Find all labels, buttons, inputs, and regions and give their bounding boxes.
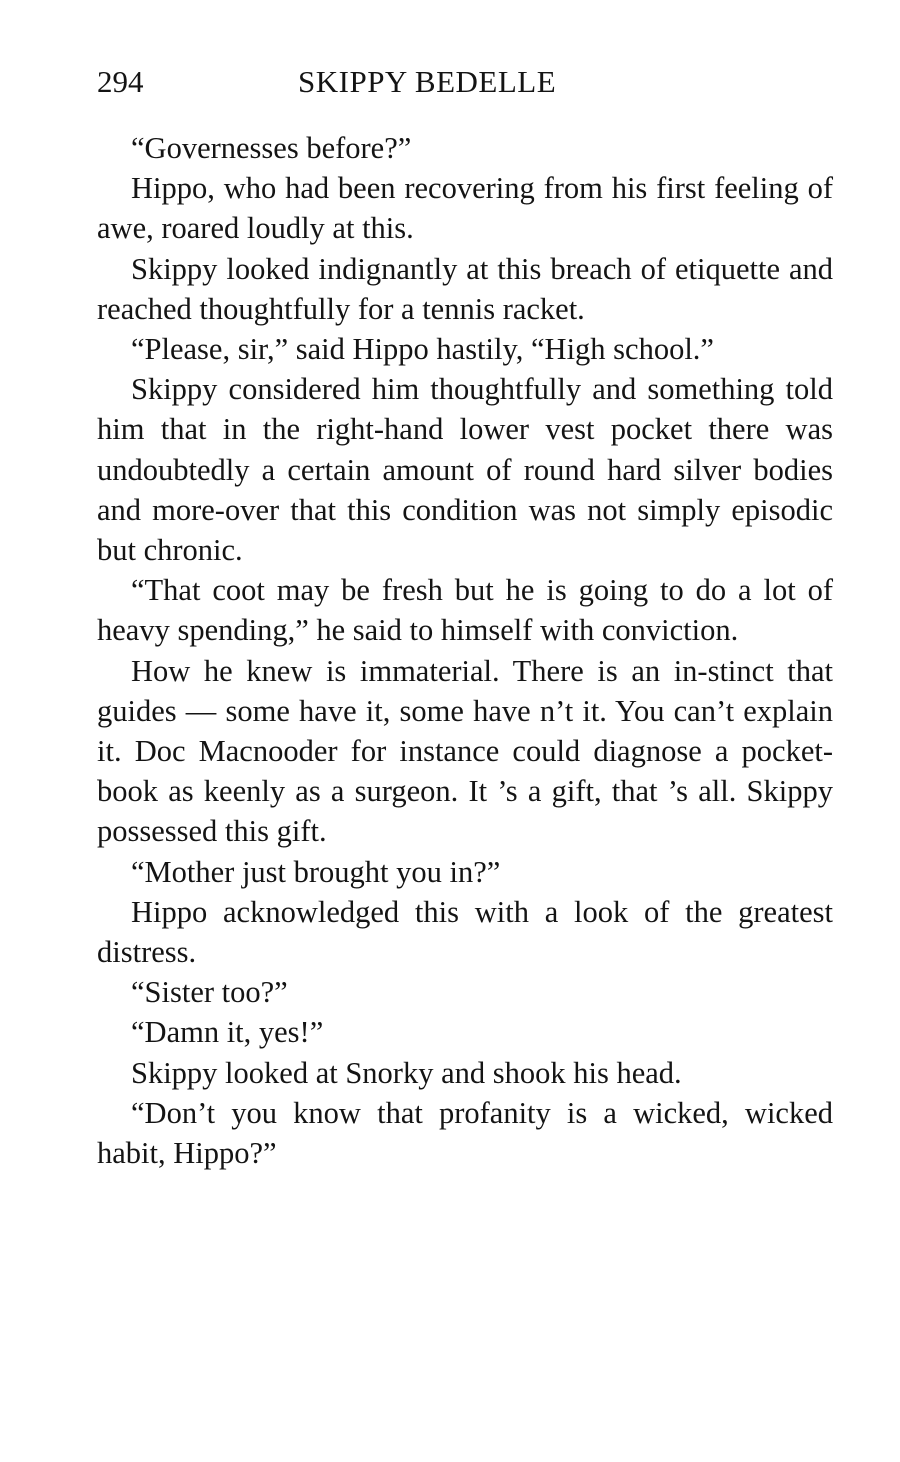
page-number: 294 (97, 64, 144, 99)
paragraph: “Sister too?” (131, 975, 288, 1010)
paragraph: “Don’t you know that profanity is a wicked, wicked habit, Hippo?” (97, 1095, 833, 1171)
paragraph: How he knew is immaterial. There is an in-stinct that guides — some have it, some have n’t it. You can’t explain it. Doc Macnooder for instance could diagnose a pocket-book as keenly as a surgeon. It ’s a gift, that ’s all. Skippy possessed this gift. (97, 653, 833, 849)
running-title: SKIPPY BEDELLE (298, 64, 557, 99)
paragraph: Skippy looked at Snorky and shook his head. (131, 1055, 682, 1090)
book-page (97, 62, 833, 1173)
paragraph: “Mother just brought you in?” (131, 854, 501, 889)
paragraph: “Please, sir,” said Hippo hastily, “High school.” (131, 332, 714, 367)
paragraph: “Governesses before?” (131, 131, 412, 165)
paragraph: “That coot may be fresh but he is going to do a lot of heavy spending,” he said to himself with conviction. (97, 573, 833, 648)
paragraph: Hippo acknowledged this with a look of the greatest distress. (97, 894, 833, 970)
paragraph: “Damn it, yes!” (131, 1015, 324, 1050)
paragraph: Skippy looked indignantly at this breach of etiquette and reached thoughtfully for a tennis racket. (97, 251, 833, 326)
page-header (97, 62, 833, 102)
body-text (97, 128, 833, 1173)
paragraph: Hippo, who had been recovering from his first feeling of awe, roared loudly at this. (97, 171, 833, 246)
paragraph: Skippy considered him thoughtfully and something told him that in the right-hand lower vest pocket there was undoubtedly a certain amount of round hard silver bodies and more-over that this condition was not simply episodic but chronic. (97, 372, 833, 568)
